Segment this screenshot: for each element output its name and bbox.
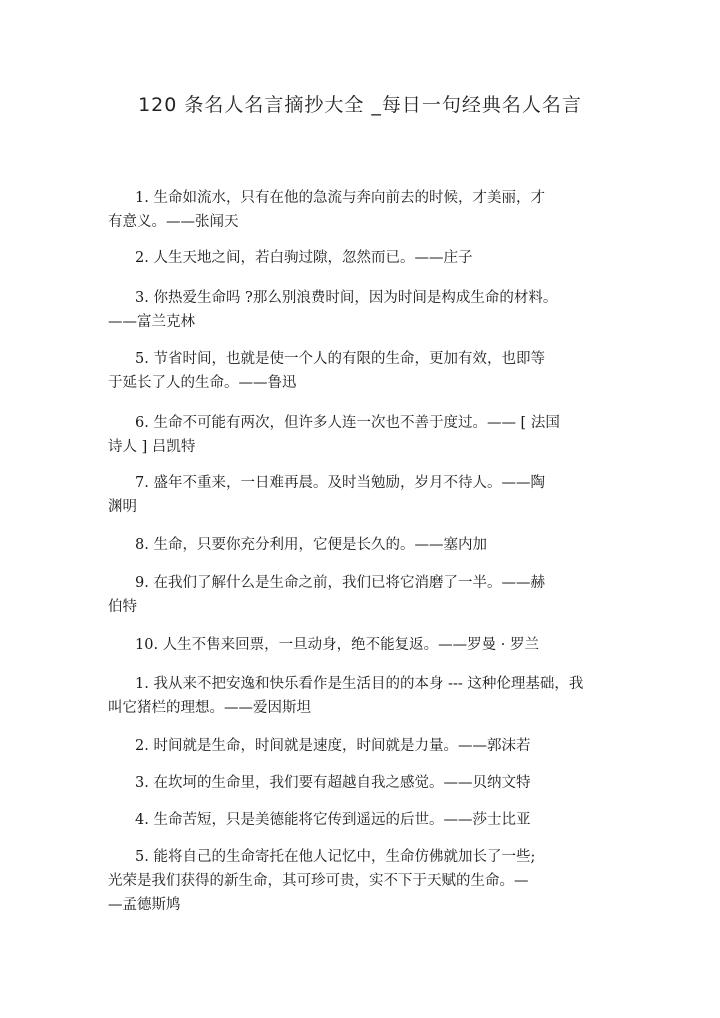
quote-line: 1. 生命如流水，只有在他的急流与奔向前去的时候，才美丽，才 [135,190,545,206]
quote-item [108,347,608,395]
quote-line: 5. 节省时间，也就是使一个人的有限的生命，更加有效，也即等 [135,351,545,367]
quote-item [108,411,608,459]
quote-line: 3. 你热爱生命吗 ?那么别浪费时间，因为时间是构成生命的材料。 [135,290,558,306]
quote-item [108,246,608,270]
page-title: 120 条名人名言摘抄大全 _每日一句经典名人名言 [138,94,582,116]
quote-item [108,808,608,832]
quote-line: ——富兰克林 [108,314,195,330]
quote-line: —孟德斯鸠 [108,897,181,913]
quote-line: 10. 人生不售来回票，一旦动身，绝不能复返。——罗曼 · 罗兰 [135,637,539,653]
quote-item [108,771,608,795]
quote-item [108,845,608,917]
quote-line: 诗人 ] 吕凯特 [108,439,196,455]
quote-line: 叫它猪栏的理想。——爱因斯坦 [108,700,311,716]
quote-line: 2. 时间就是生命，时间就是速度，时间就是力量。——郭沫若 [135,738,531,754]
quote-item [108,633,608,657]
quote-line: 1. 我从来不把安逸和快乐看作是生活目的的本身 --- 这种伦理基础，我 [135,676,584,692]
quote-line: 伯特 [108,599,137,615]
quote-line: 于延长了人的生命。——鲁迅 [108,375,297,391]
quote-line: 7. 盛年不重来，一日难再晨。及时当勉励，岁月不待人。——陶 [135,475,545,491]
quote-item [108,286,608,334]
quote-line: 3. 在坎坷的生命里，我们要有超越自我之感觉。——贝纳文特 [135,775,531,791]
quote-item [108,471,608,519]
quote-line: 5. 能将自己的生命寄托在他人记忆中，生命仿佛就加长了一些; [135,849,536,865]
quote-item [108,734,608,758]
quote-item [108,533,608,557]
quote-line: 2. 人生天地之间，若白驹过隙，忽然而已。——庄子 [135,250,473,266]
quote-line: 渊明 [108,499,137,515]
quote-line: 光荣是我们获得的新生命，其可珍可贵，实不下于天赋的生命。— [108,873,529,889]
quote-item [108,672,608,720]
quote-line: 8. 生命，只要你充分利用，它便是长久的。——塞内加 [135,537,487,553]
quote-line: 有意义。——张闻天 [108,214,239,230]
quote-line: 4. 生命苦短，只是美德能将它传到遥远的后世。——莎士比亚 [135,812,531,828]
quote-line: 6. 生命不可能有两次，但许多人连一次也不善于度过。—— [ 法国 [135,415,560,431]
quote-item [108,571,608,619]
quote-line: 9. 在我们了解什么是生命之前，我们已将它消磨了一半。——赫 [135,575,545,591]
quote-item [108,186,608,234]
